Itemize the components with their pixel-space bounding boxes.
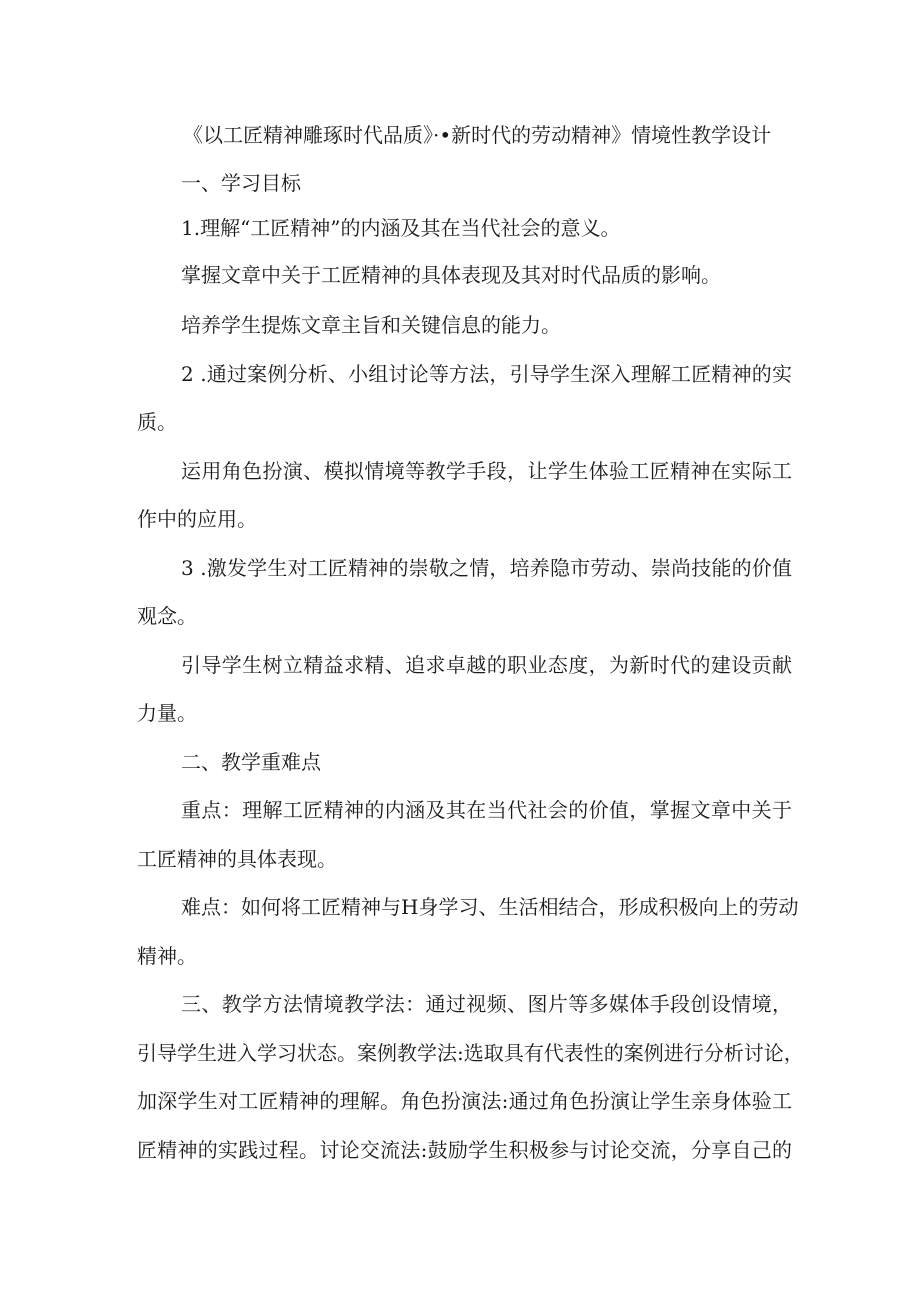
- section-heading-teaching-methods: 三、教学方法情境教学法：通过视频、图片等多媒体手段创设情境，: [181, 992, 792, 1016]
- paragraph-line: 培养学生提炼文章主旨和关键信息的能力。: [181, 313, 561, 337]
- paragraph-line: 观念。: [137, 604, 197, 628]
- paragraph-line: 2 .通过案例分析、小组讨论等方法，引导学生深入理解工匠精神的实: [181, 362, 792, 386]
- paragraph-line: 作中的应用。: [137, 507, 257, 531]
- paragraph-line: 力量。: [137, 701, 197, 725]
- paragraph-line: 加深学生对工匠精神的理解。角色扮演法:通过角色扮演让学生亲身体验工: [137, 1089, 792, 1113]
- paragraph-line: 工匠精神的具体表现。: [137, 847, 337, 871]
- document-title: 《以工匠精神雕琢时代品质》·•新时代的劳动精神》情境性教学设计: [183, 123, 772, 147]
- paragraph-line: 掌握文章中关于工匠精神的具体表现及其对时代品质的影响。: [181, 263, 721, 287]
- paragraph-line: 难点：如何将工匠精神与H身学习、生活相结合，形成积极向上的劳动: [181, 895, 799, 919]
- paragraph-line: 重点：理解工匠精神的内涵及其在当代社会的价值，掌握文章中关于: [181, 798, 792, 822]
- section-heading-key-difficulties: 二、教学重难点: [181, 750, 321, 774]
- paragraph-line: 引导学生树立精益求精、追求卓越的职业态度，为新时代的建设贡献: [181, 653, 792, 677]
- paragraph-line: 运用角色扮演、模拟情境等教学手段，让学生体验工匠精神在实际工: [181, 459, 792, 483]
- section-heading-learning-goals: 一、学习目标: [181, 171, 301, 195]
- paragraph-line: 质。: [137, 410, 177, 434]
- paragraph-line: 精神。: [137, 944, 197, 968]
- paragraph-line: 引导学生进入学习状态。案例教学法:选取具有代表性的案例进行分析讨论，: [137, 1041, 804, 1065]
- paragraph-line: 匠精神的实践过程。讨论交流法:鼓励学生积极参与讨论交流，分享自己的: [137, 1138, 792, 1162]
- paragraph-line: 3 .激发学生对工匠精神的崇敬之情，培养隐市劳动、崇尚技能的价值: [181, 556, 792, 580]
- paragraph-line: 1.理解“工匠精神”的内涵及其在当代社会的意义。: [181, 216, 621, 240]
